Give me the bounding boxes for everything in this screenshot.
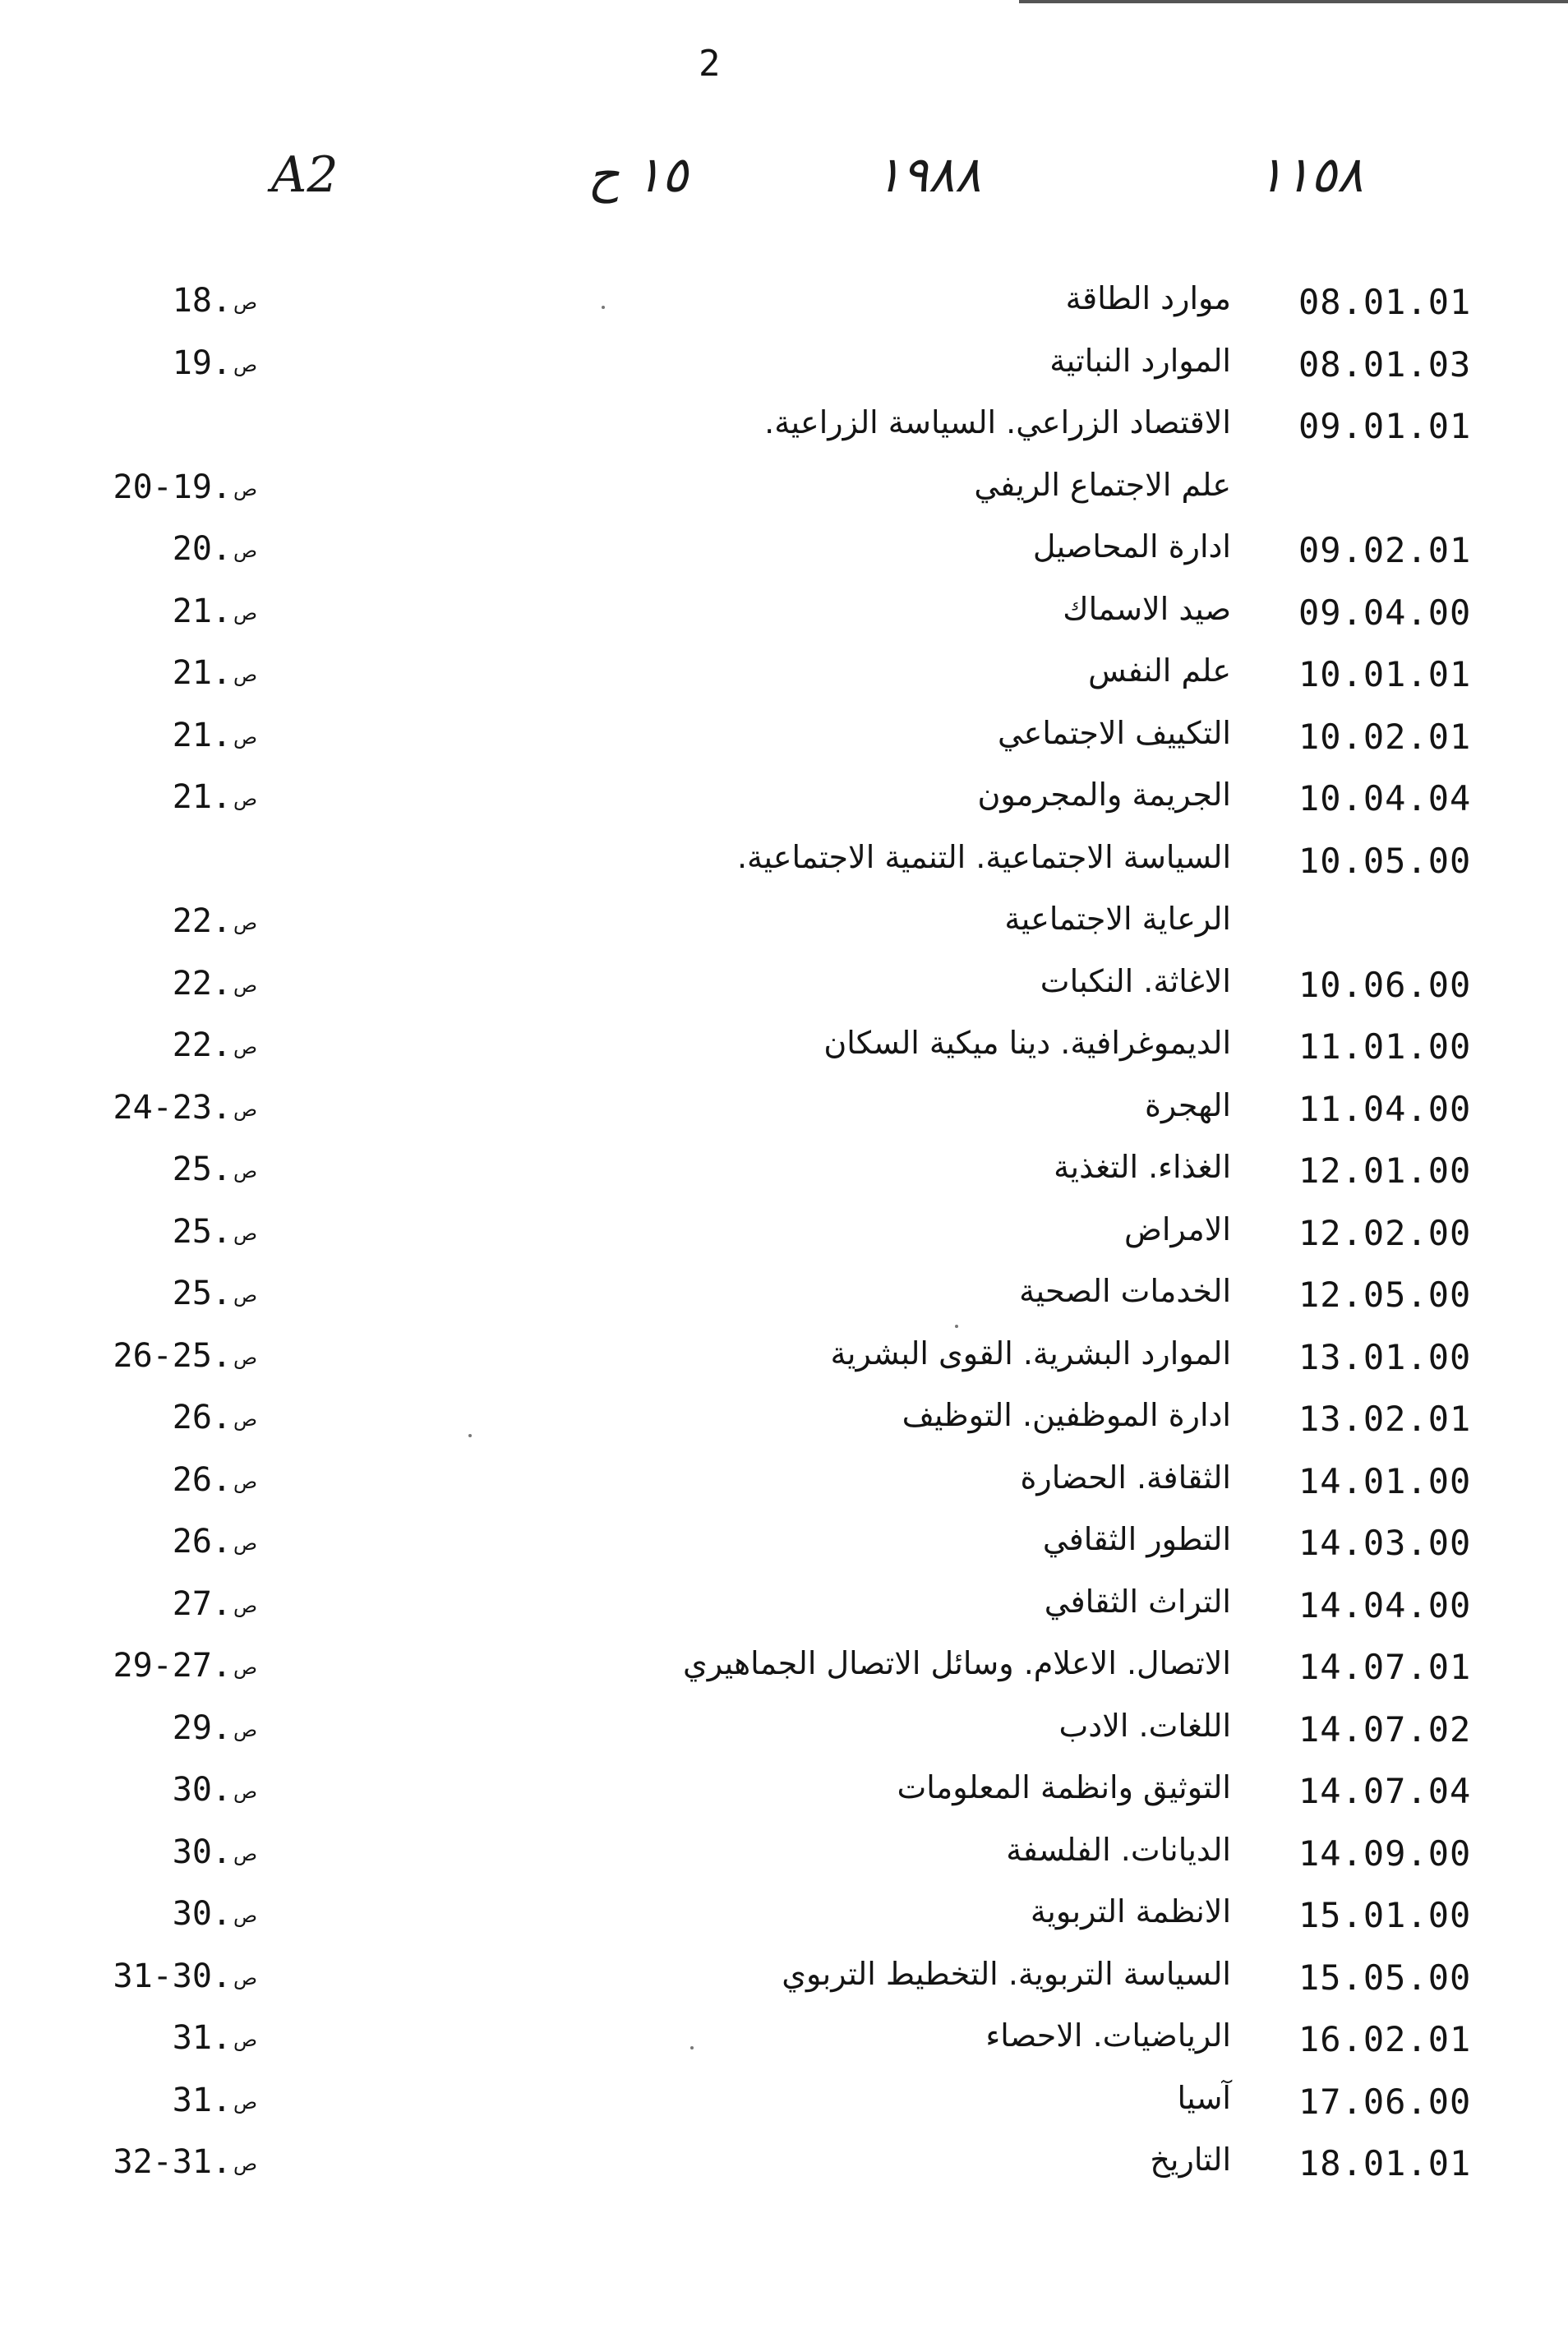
classification-code: 15.01.00 xyxy=(1298,1895,1472,1935)
index-entry xyxy=(0,338,1568,400)
index-entry xyxy=(0,958,1568,1021)
index-entry xyxy=(0,1764,1568,1827)
index-entry xyxy=(0,2075,1568,2137)
index-entry xyxy=(0,275,1568,338)
classification-code: 09.04.00 xyxy=(1298,592,1472,633)
classification-code: 13.02.01 xyxy=(1298,1399,1472,1439)
subject-heading: اللغات. الادب xyxy=(1058,1707,1231,1744)
subject-heading: الديانات. الفلسفة xyxy=(1006,1831,1231,1868)
page-reference xyxy=(173,965,257,1003)
page-reference-number: 29-27. xyxy=(113,1647,232,1685)
index-entry xyxy=(0,1703,1568,1765)
page-label: ص xyxy=(233,787,257,810)
page-reference-number: 21. xyxy=(172,716,232,754)
subject-heading: الاتصال. الاعلام. وسائل الاتصال الجماهيري xyxy=(682,1645,1231,1681)
index-entry xyxy=(0,2013,1568,2075)
page-reference-number: 21. xyxy=(172,654,232,692)
subject-heading: التاريخ xyxy=(1150,2142,1231,2178)
subject-heading: الثقافة. الحضارة xyxy=(1020,1459,1231,1496)
page-reference xyxy=(173,1833,257,1871)
page-reference xyxy=(173,778,257,816)
page-reference-number: 22. xyxy=(172,964,232,1003)
page-reference xyxy=(173,344,257,382)
page-reference xyxy=(173,1275,257,1312)
index-entry xyxy=(0,1206,1568,1269)
classification-code: 10.04.04 xyxy=(1298,778,1472,818)
index-entry xyxy=(0,1516,1568,1579)
page-label: ص xyxy=(233,1842,257,1865)
handwritten-note-1: A2 xyxy=(271,146,339,204)
subject-heading: الديموغرافية. دينا ميكية السكان xyxy=(823,1025,1231,1061)
page-reference xyxy=(173,1026,257,1064)
classification-code: 14.01.00 xyxy=(1298,1460,1472,1501)
index-entry xyxy=(0,648,1568,710)
classification-code: 09.01.01 xyxy=(1298,406,1472,446)
classification-code: 14.04.00 xyxy=(1298,1584,1472,1625)
page-label: ص xyxy=(233,539,257,562)
page-label: ص xyxy=(233,1160,257,1183)
top-border-line xyxy=(1019,0,1568,3)
page-reference-number: 26-25. xyxy=(113,1336,232,1375)
page-reference xyxy=(173,1399,257,1436)
page-reference xyxy=(173,1523,257,1561)
page-reference-number: 18. xyxy=(172,282,232,320)
subject-heading: علم النفس xyxy=(1088,652,1231,689)
page-reference xyxy=(113,1647,257,1685)
classification-code: 11.04.00 xyxy=(1298,1088,1472,1129)
page-reference xyxy=(173,530,257,568)
index-entry xyxy=(0,1330,1568,1393)
subject-heading: التوثيق وانظمة المعلومات xyxy=(897,1769,1231,1805)
subject-heading: السياسة التربوية. التخطيط التربوي xyxy=(782,1955,1231,1992)
scan-speck xyxy=(602,306,605,309)
page-reference xyxy=(173,282,257,320)
page-reference xyxy=(113,1957,257,1995)
page-reference-number: 31. xyxy=(172,2081,232,2119)
classification-code: 14.03.00 xyxy=(1298,1523,1472,1563)
index-entry xyxy=(0,586,1568,648)
classification-code: 12.02.00 xyxy=(1298,1212,1472,1253)
page-reference-number: 29. xyxy=(172,1708,232,1747)
classification-code: 10.01.01 xyxy=(1298,654,1472,694)
page-label: ص xyxy=(233,1904,257,1927)
page-reference-number: 26. xyxy=(172,1460,232,1499)
classification-code: 10.05.00 xyxy=(1298,840,1472,881)
classification-code: 15.05.00 xyxy=(1298,1957,1472,1998)
subject-heading: الموارد النباتية xyxy=(1049,342,1231,379)
page-reference-number: 32-31. xyxy=(113,2143,232,2181)
subject-heading: الهجرة xyxy=(1144,1086,1231,1123)
page-reference-number: 30. xyxy=(172,1833,232,1871)
index-entry xyxy=(0,1888,1568,1951)
subject-index-list xyxy=(0,275,1568,2199)
classification-code: 14.07.02 xyxy=(1298,1708,1472,1750)
page-reference-number: 24-23. xyxy=(113,1088,232,1127)
classification-code: 12.01.00 xyxy=(1298,1150,1472,1191)
subject-heading: الرياضيات. الاحصاء xyxy=(985,2017,1231,2054)
page-number: 2 xyxy=(699,43,721,85)
index-entry xyxy=(0,1020,1568,1082)
classification-code: 10.02.01 xyxy=(1298,716,1472,757)
page-label: ص xyxy=(233,353,257,376)
page-reference-number: 26. xyxy=(172,1399,232,1436)
page-reference xyxy=(113,2143,257,2181)
scan-speck xyxy=(955,1325,958,1328)
subject-heading: آسيا xyxy=(1177,2079,1231,2116)
scan-speck xyxy=(468,1434,472,1437)
index-entry xyxy=(0,710,1568,772)
page-reference xyxy=(173,1895,257,1933)
subject-heading: ادارة الموظفين. التوظيف xyxy=(902,1397,1231,1433)
page-label: ص xyxy=(233,1345,257,1369)
classification-code: 16.02.01 xyxy=(1298,2019,1472,2059)
handwritten-note-2: ١٥ ح xyxy=(588,146,689,204)
page-reference xyxy=(173,1585,257,1623)
page-reference xyxy=(173,1461,257,1499)
handwritten-note-4: ١١٥٨ xyxy=(1257,146,1363,204)
page-reference xyxy=(173,592,257,630)
index-entry xyxy=(0,1268,1568,1330)
page-label: ص xyxy=(233,2090,257,2114)
page-reference xyxy=(173,2019,257,2057)
subject-heading: الانظمة التربوية xyxy=(1030,1893,1231,1930)
classification-code: 13.01.00 xyxy=(1298,1336,1472,1377)
classification-code: 08.01.01 xyxy=(1298,282,1472,322)
classification-code: 14.09.00 xyxy=(1298,1833,1472,1874)
page-reference-number: 20. xyxy=(172,530,232,568)
page-label: ص xyxy=(233,2152,257,2175)
subject-heading: الرعاية الاجتماعية xyxy=(1004,901,1231,937)
page-reference xyxy=(173,1213,257,1251)
page-reference xyxy=(173,1150,257,1188)
page-label: ص xyxy=(233,1780,257,1803)
page-reference-number: 20-19. xyxy=(113,468,232,506)
index-entry xyxy=(0,523,1568,586)
page-label: ص xyxy=(233,477,257,500)
page-label: ص xyxy=(233,1408,257,1431)
classification-code: 08.01.03 xyxy=(1298,343,1472,385)
page-reference-number: 25. xyxy=(172,1212,232,1251)
index-entry xyxy=(0,1951,1568,2013)
page-reference-number: 30. xyxy=(172,1895,232,1933)
subject-heading: الغذاء. التغذية xyxy=(1054,1149,1231,1185)
page-label: ص xyxy=(233,291,257,314)
index-entry xyxy=(0,462,1568,524)
page-label: ص xyxy=(233,973,257,997)
subject-heading: التكييف الاجتماعي xyxy=(997,714,1231,751)
subject-heading: التطور الثقافي xyxy=(1042,1521,1231,1557)
index-entry xyxy=(0,1082,1568,1145)
page-reference xyxy=(173,717,257,754)
classification-code: 18.01.01 xyxy=(1298,2143,1472,2183)
page-reference-number: 31. xyxy=(172,2019,232,2057)
page-reference xyxy=(173,2082,257,2119)
page-label: ص xyxy=(233,1469,257,1493)
subject-heading: التراث الثقافي xyxy=(1044,1583,1231,1620)
page-reference xyxy=(113,1089,257,1127)
page-reference xyxy=(173,1709,257,1747)
index-entry xyxy=(0,772,1568,834)
subject-heading: ادارة المحاصيل xyxy=(1032,528,1231,565)
index-entry xyxy=(0,896,1568,958)
page-label: ص xyxy=(233,1593,257,1617)
classification-code: 12.05.00 xyxy=(1298,1275,1472,1315)
page-reference-number: 27. xyxy=(172,1584,232,1623)
page-label: ص xyxy=(233,1717,257,1741)
page-reference-number: 22. xyxy=(172,902,232,940)
classification-code: 09.02.01 xyxy=(1298,530,1472,570)
index-entry xyxy=(0,834,1568,897)
page-reference-number: 31-30. xyxy=(113,1957,232,1995)
page-reference-number: 21. xyxy=(172,592,232,630)
page-label: ص xyxy=(233,1656,257,1679)
page-reference-number: 21. xyxy=(172,778,232,816)
subject-heading: علم الاجتماع الريفي xyxy=(974,466,1231,503)
page-reference xyxy=(113,468,257,506)
page-label: ص xyxy=(233,725,257,749)
index-entry xyxy=(0,399,1568,462)
index-entry xyxy=(0,1579,1568,1641)
page-label: ص xyxy=(233,2028,257,2051)
page-label: ص xyxy=(233,911,257,934)
page-label: ص xyxy=(233,1532,257,1555)
subject-heading: السياسة الاجتماعية. التنمية الاجتماعية. xyxy=(736,838,1231,875)
classification-code: 10.06.00 xyxy=(1298,964,1472,1005)
handwritten-note-3: ١٩٨٨ xyxy=(875,146,981,204)
subject-heading: الجريمة والمجرمون xyxy=(977,777,1231,813)
page-label: ص xyxy=(233,1221,257,1245)
index-entry xyxy=(0,1455,1568,1517)
page-label: ص xyxy=(233,1097,257,1121)
subject-heading: صيد الاسماك xyxy=(1063,590,1231,627)
page-reference xyxy=(173,654,257,692)
page-label: ص xyxy=(233,1035,257,1058)
page-reference-number: 19. xyxy=(172,343,232,382)
index-entry xyxy=(0,1392,1568,1455)
page-reference xyxy=(113,1337,257,1375)
classification-code: 17.06.00 xyxy=(1298,2081,1472,2122)
page-reference xyxy=(173,1771,257,1809)
subject-heading: موارد الطاقة xyxy=(1065,280,1231,316)
classification-code: 11.01.00 xyxy=(1298,1026,1472,1067)
page-label: ص xyxy=(233,1966,257,1990)
subject-heading: الموارد البشرية. القوى البشرية xyxy=(830,1335,1231,1372)
subject-heading: الامراض xyxy=(1123,1210,1231,1247)
classification-code: 14.07.01 xyxy=(1298,1647,1472,1687)
index-entry xyxy=(0,1640,1568,1703)
page-reference xyxy=(173,902,257,940)
page-reference-number: 22. xyxy=(172,1026,232,1064)
page-reference-number: 25. xyxy=(172,1150,232,1188)
index-entry xyxy=(0,1144,1568,1206)
page-label: ص xyxy=(233,601,257,625)
index-entry xyxy=(0,2137,1568,2199)
scan-speck xyxy=(690,2046,694,2049)
page-label: ص xyxy=(233,1284,257,1307)
subject-heading: الاغاثة. النكبات xyxy=(1040,962,1231,999)
page-label: ص xyxy=(233,663,257,686)
subject-heading: الخدمات الصحية xyxy=(1019,1273,1231,1309)
page-reference-number: 26. xyxy=(172,1523,232,1561)
classification-code: 14.07.04 xyxy=(1298,1771,1472,1811)
subject-heading: الاقتصاد الزراعي. السياسة الزراعية. xyxy=(764,404,1231,440)
index-entry xyxy=(0,1827,1568,1889)
page-reference-number: 25. xyxy=(172,1275,232,1312)
page-reference-number: 30. xyxy=(172,1771,232,1809)
